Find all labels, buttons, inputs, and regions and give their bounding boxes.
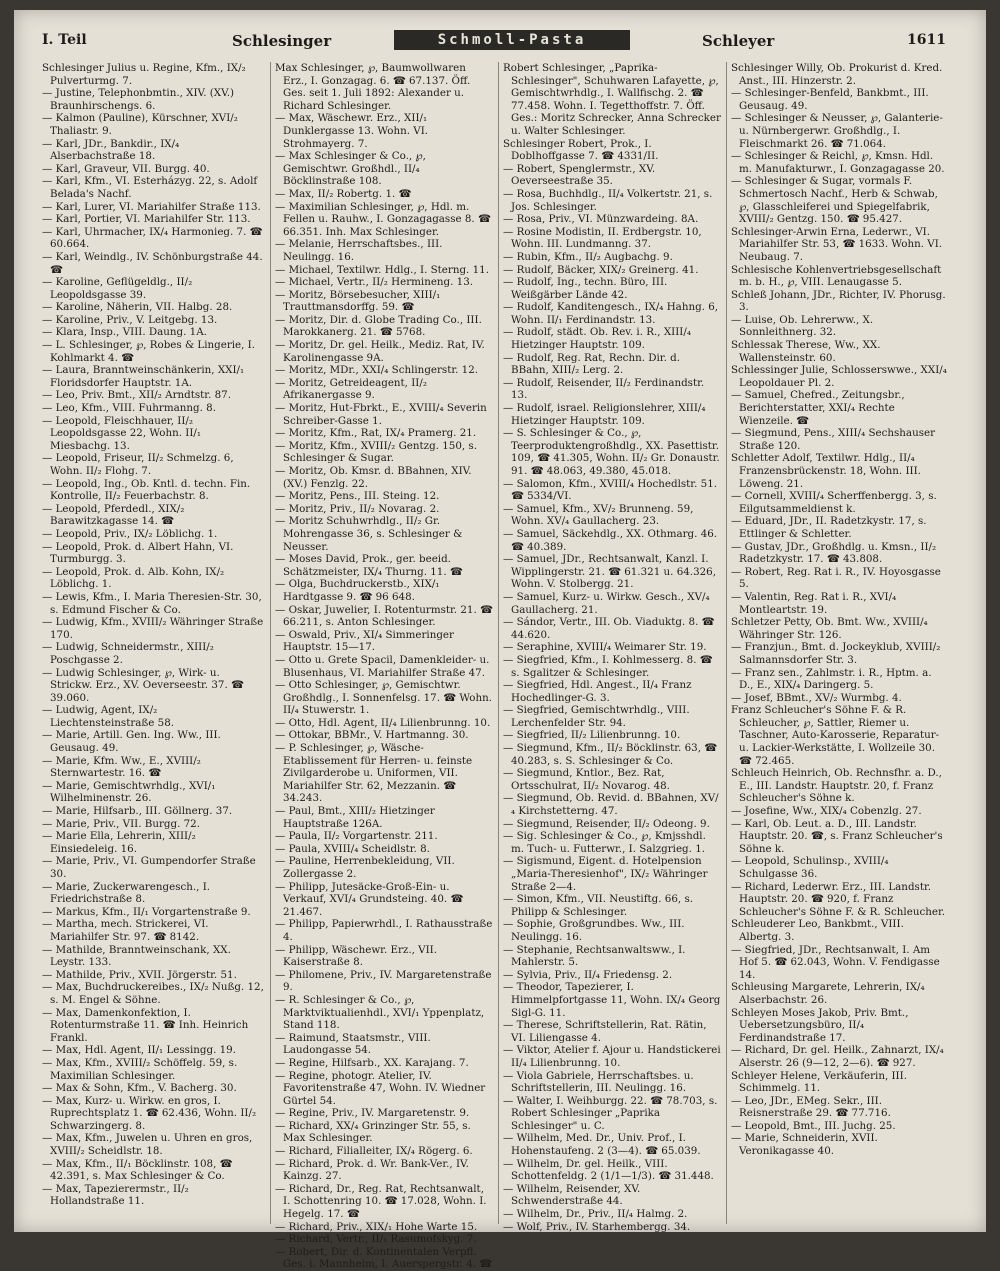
directory-entry: — Franz sen., Zahlmstr. i. R., Hptm. a. D., E., XIX/₄ Daringerg. 5. — [731, 666, 932, 692]
directory-entry: — Richard, Filialleiter, IX/₄ Rögerg. 6. — [275, 1145, 473, 1158]
directory-entry: — Klara, Insp., VIII. Daung. 1A. — [42, 326, 207, 339]
directory-entry: — Laura, Branntweinschänkerin, XXI/₁ Floridsdorfer Hauptstr. 1A. — [42, 364, 245, 389]
directory-entry: — Leopold, Friseur, II/₂ Schmelzg. 6, Wohn. II/₂ Flohg. 7. — [42, 452, 234, 477]
directory-entry: — Paul, Bmt., XIII/₂ Hietzinger Hauptstraße 126A. — [275, 805, 435, 830]
directory-entry: — Karl, Ob. Leut. a. D., III. Landstr. Hauptstr. 20. ☎, s. Franz Schleucher's Söhne k. — [731, 817, 943, 855]
directory-entry: — Salomon, Kfm., XVIII/₄ Hochedlstr. 51. ☎ 5334/VI. — [503, 477, 718, 503]
directory-entry: — Max & Sohn, Kfm., V. Bacherg. 30. — [42, 1082, 237, 1095]
directory-entry: — Siegmund, Ob. Revid. d. BBahnen, XV/₄ Kirchstetterng. 47. — [503, 792, 719, 818]
column-2 — [270, 62, 493, 1271]
directory-entry: — Siegfried, Hdl. Angest., II/₄ Franz Hochedlinger-G. 3. — [503, 679, 692, 704]
page-header — [42, 32, 946, 60]
directory-entry: — Moritz, Dr. gel. Heilk., Mediz. Rat, IV. Karolinengasse 9A. — [275, 339, 485, 364]
directory-entry: — Samuel, Chefred., Zeitungsbr., Berichterstatter, XXI/₄ Rechte Wienzeile. ☎ — [731, 389, 905, 427]
directory-entry: Schlessinger Julie, Schlosserswwe., XXI/₄ Leopoldauer Pl. 2. — [731, 364, 947, 389]
directory-entry: — Sophie, Großgrundbes. Ww., III. Neulingg. 16. — [503, 918, 685, 943]
directory-entry: — Gustav, JDr., Großhdlg. u. Kmsn., II/₂ Radetzkystr. 17. ☎ 43.808. — [731, 540, 937, 566]
directory-entry: Schlesinger-Arwin Erna, Lederwr., VI. Mariahilfer Str. 53, ☎ 1633. Wohn. VI. Neubaug. 7. — [731, 225, 943, 263]
directory-entry: — Moritz Schuhwrhdlg., II/₂ Gr. Mohrengasse 36, s. Schlesinger & Neusser. — [275, 515, 463, 553]
directory-entry: — Ludwig, Agent, IX/₂ Liechtensteinstraße 58. — [42, 704, 175, 729]
directory-entry: — Rudolf, Kanditengesch., IX/₄ Hahng. 6, Wohn. II/₁ Ferdinandstr. 13. — [503, 301, 719, 326]
directory-entry: — Max, Buchdruckereibes., IX/₂ Nußg. 12, s. M. Engel & Söhne. — [42, 981, 264, 1006]
directory-entry: — Justine, Telephonbmtin., XIV. (XV.) Braunhirschengs. 6. — [42, 87, 235, 112]
directory-entry: — Otto, Hdl. Agent, II/₄ Lilienbrunng. 10. — [275, 716, 491, 729]
directory-entry: Schletzer Petty, Ob. Bmt. Ww., XVIII/₄ Währinger Str. 126. — [731, 616, 928, 641]
directory-entry: — Sándor, Vertr., III. Ob. Viaduktg. 8. ☎ 44.620. — [503, 616, 715, 641]
directory-entry: — Karl, Kfm., VI. Esterházyg. 22, s. Adolf Belada's Nachf. — [42, 175, 258, 200]
directory-entry: Schleuderer Leo, Bankbmt., VIII. Albertg. 3. — [731, 918, 904, 943]
directory-entry: — Regine, Hilfsarb., XX. Karajang. 7. — [275, 1056, 469, 1069]
column-3 — [498, 62, 721, 1233]
directory-entry: Schletter Adolf, Textilwr. Hdlg., II/₄ Franzensbrückenstr. 18, Wohn. III. Löweng. 21. — [731, 452, 921, 490]
directory-entry: — Wilhelm, Reisender, XV. Schwenderstraße 44. — [503, 1182, 641, 1208]
directory-entry: Schleuch Heinrich, Ob. Rechnsfhr. a. D., E., III. Landstr. Hauptstr. 20, f. Franz Schleucher's Söhne k. — [731, 767, 942, 805]
directory-entry: — Rudolf, Bäcker, XIX/₂ Greinerg. 41. — [503, 263, 699, 276]
directory-entry: — Philomene, Priv., IV. Margaretenstraße 9. — [275, 968, 492, 994]
directory-entry: — Samuel, Kurz- u. Wirkw. Gesch., XV/₄ Gaullacherg. 21. — [503, 590, 710, 616]
directory-entry: — Samuel, Säckehdlg., XX. Othmarg. 46. ☎ 40.389. — [503, 527, 718, 553]
directory-entry: — Mathilde, Branntweinschank, XX. Leystr. 133. — [42, 943, 231, 969]
directory-entry: — Luise, Ob. Lehrerww., X. Sonnleithnerg. 32. — [731, 313, 874, 339]
directory-entry: — Schlesinger & Neusser, ℘, Galanterie- u. Nürnbergerwr. Großhdlg., I. Fleischmarkt 26. ☎ 71.064. — [731, 112, 943, 150]
directory-entry: — Marie, Zuckerwarengesch., I. Friedrichstraße 8. — [42, 880, 211, 906]
directory-entry: Schleß Johann, JDr., Richter, IV. Phorusg. 3. — [731, 288, 946, 314]
directory-entry: — Siegfried, JDr., Rechtsanwalt, I. Am Hof 5. ☎ 62.043, Wohn. V. Fendigasse 14. — [731, 943, 940, 981]
directory-entry: — Paula, XVIII/₄ Scheidlstr. 8. — [275, 842, 430, 855]
directory-entry: — Moritz, MDr., XXI/₄ Schlingerstr. 12. — [275, 364, 479, 377]
directory-entry: — Marie, Priv., VI. Gumpendorfer Straße 30. — [42, 855, 256, 880]
directory-entry: — Leopold, Bmt., III. Juchg. 25. — [731, 1119, 896, 1132]
directory-entry: — P. Schlesinger, ℘, Wäsche-Etablissement für Herren- u. feinste Zivilgarderobe u. Uniformen, VII. Mariahilfer Str. 62, Mezzanin. ☎ 34.243. — [275, 742, 473, 805]
directory-entry: — Leopold, Fleischhauer, II/₂ Leopoldsgasse 22, Wohn. II/₁ Miesbachg. 13. — [42, 414, 202, 452]
directory-entry: — Paula, II/₂ Vorgartenstr. 211. — [275, 830, 438, 843]
section-label: I. Teil — [42, 32, 87, 48]
directory-entry: — Sigismund, Eigent. d. Hotelpension „Maria-Theresienhof", IX/₂ Währinger Straße 2—4. — [503, 855, 708, 893]
directory-entry: — Philipp, Wäschewr. Erz., VII. Kaiserstraße 8. — [275, 943, 438, 969]
directory-entry: — Oswald, Priv., XI/₄ Simmeringer Hauptstr. 15—17. — [275, 628, 454, 654]
directory-entry: — Rudolf, Reg. Rat, Rechn. Dir. d. BBahn, XIII/₂ Lerg. 2. — [503, 351, 680, 377]
directory-entry: — Wilhelm, Dr. gel. Heilk., VIII. Schottenfeldg. 2 (1/1—1/3). ☎ 31.448. — [503, 1157, 714, 1183]
directory-entry: — Leopold, Pferdedl., XIX/₂ Barawitzkagasse 14. ☎ — [42, 502, 185, 528]
directory-entry: — Regine, photogr. Atelier, IV. Favoritenstraße 47, Wohn. IV. Wiedner Gürtel 54. — [275, 1069, 486, 1107]
directory-entry: — Wilhelm, Dr., Priv., II/₄ Halmg. 2. — [503, 1208, 688, 1221]
directory-entry: — Robert, Spenglermstr., XV. Oeverseestraße 35. — [503, 162, 656, 188]
directory-entry: — Therese, Schriftstellerin, Rat. Rätin, VI. Liliengasse 4. — [503, 1019, 707, 1044]
directory-entry: Schlesische Kohlenvertriebsgesellschaft m. b. H., ℘, VIII. Lenaugasse 5. — [731, 263, 942, 289]
directory-entry: — Richard, Lederwr. Erz., III. Landstr. Hauptstr. 20. ☎ 920, f. Franz Schleucher's Söhne F. & R. Schleucher. — [731, 880, 946, 918]
column-1 — [42, 62, 264, 1224]
directory-entry: — Philipp, Jutesäcke-Groß-Ein- u. Verkauf, XVI/₄ Grundsteing. 40. ☎ 21.467. — [275, 880, 464, 918]
directory-entry: Schleyer Helene, Verkäuferin, III. Schimmelg. 11. — [731, 1069, 907, 1095]
directory-entry: Max Schlesinger, ℘, Baumwollwaren Erz., I. Gonzagag. 6. ☎ 67.137. Öff. Ges. seit 1. Juli 1892: Alexander u. Richard Schlesinger. — [275, 62, 471, 112]
entry-columns — [42, 62, 947, 1271]
directory-entry: — Stephanie, Rechtsanwaltsww., I. Mahlerstr. 5. — [503, 943, 686, 969]
directory-entry: — Rosa, Priv., VI. Münzwardeing. 8A. — [503, 213, 699, 226]
directory-entry: Robert Schlesinger, „Paprika-Schlesinger", Schuhwaren Lafayette, ℘, Gemischtwrhdlg., I. Wallfischg. 2. ☎ 77.458. Wohn. I. Tegetthoffstr. 7. Öff. Ges.: Moritz Schrecker, Anna Schrecker u. Walter Schlesinger. — [503, 62, 721, 137]
directory-entry: — Josef, BBmt., XV/₂ Wurmbg. 4. — [731, 691, 902, 704]
directory-entry: — S. Schlesinger & Co., ℘, Teerproduktengroßhdlg., XX. Pasettistr. 109, ☎ 41.305, Wohn. II/₂ Gr. Donaustr. 91. ☎ 48.063, 49.380, 45.018. — [503, 427, 720, 477]
directory-entry: — Martha, mech. Strickerei, VI. Mariahilfer Str. 97. ☎ 8142. — [42, 918, 209, 943]
directory-entry: — Mathilde, Priv., XVII. Jörgerstr. 51. — [42, 968, 237, 981]
directory-entry: — Max, Kfm., II/₁ Böcklinstr. 108, ☎ 42.391, s. Max Schlesinger & Co. — [42, 1157, 233, 1183]
directory-entry: — Simon, Kfm., VII. Neustiftg. 66, s. Philipp & Schlesinger. — [503, 893, 694, 918]
directory-entry: — Leo, Priv. Bmt., XII/₂ Arndtstr. 87. — [42, 389, 232, 402]
directory-entry: — Melanie, Herrschaftsbes., III. Neulingg. 16. — [275, 238, 443, 263]
directory-entry: — Marie Ella, Lehrerin, XIII/₂ Einsiedeleig. 16. — [42, 830, 196, 855]
directory-entry: — Marie, Priv., VII. Burgg. 72. — [42, 817, 201, 830]
directory-entry: — Rosine Modistin, II. Erdbergstr. 10, Wohn. III. Lundmanng. 37. — [503, 225, 702, 251]
directory-entry: — Otto u. Grete Spacil, Damenkleider- u. Blusenhaus, VI. Mariahilfer Straße 47. — [275, 653, 490, 679]
directory-entry: — Schlesinger-Benfeld, Bankbmt., III. Geusaug. 49. — [731, 87, 929, 112]
directory-entry: — Maximilian Schlesinger, ℘, Hdl. m. Fellen u. Rauhw., I. Gonzagagasse 8. ☎ 66.351. Inh. Max Schlesinger. — [275, 200, 491, 238]
column-4 — [726, 62, 949, 1224]
directory-entry: — Karl, Lurer, VI. Mariahilfer Straße 113. — [42, 200, 261, 213]
directory-entry: — Oskar, Juwelier, I. Rotenturmstr. 21. ☎ 66.211, s. Anton Schlesinger. — [275, 603, 493, 629]
directory-entry: — Siegmund, Kntlor., Bez. Rat, Ortsschulrat, II/₂ Novarog. 48. — [503, 767, 670, 792]
directory-entry: — Michael, Textilwr. Hdlg., I. Sterng. 11. — [275, 263, 489, 276]
directory-entry: — Markus, Kfm., II/₁ Vorgartenstraße 9. — [42, 905, 251, 918]
directory-entry: — Cornell, XVIII/₄ Scherffenbergg. 3, s. Eilgutsammeldienst k. — [731, 490, 937, 515]
page-number: 1611 — [907, 32, 946, 48]
directory-entry: — Richard, Prok. d. Wr. Bank-Ver., IV. Kainzg. 27. — [275, 1157, 469, 1183]
directory-entry: — Ludwig Schlesinger, ℘, Wirk- u. Strickw. Erz., XV. Oeverseestr. 37. ☎ 39.060. — [42, 666, 244, 704]
directory-entry: — Moritz, Kfm., XVIII/₂ Gentzg. 150, s. Schlesinger & Sugar. — [275, 439, 477, 465]
directory-entry: — Sylvia, Priv., II/₄ Friedensg. 2. — [503, 968, 673, 981]
directory-entry: — Karoline, Näherin, VII. Halbg. 28. — [42, 301, 233, 314]
directory-entry: — Marie, Gemischtwrhdlg., XVI/₁ Wilhelminenstr. 26. — [42, 779, 216, 805]
directory-entry: — Richard, XX/₄ Grinzinger Str. 55, s. Max Schlesinger. — [275, 1119, 471, 1145]
directory-entry: — Josefine, Ww., XIX/₄ Cobenzlg. 27. — [731, 805, 922, 818]
directory-entry: — Kalmon (Pauline), Kürschner, XVI/₂ Thaliastr. 9. — [42, 112, 238, 137]
directory-entry: — Moses David, Prok., ger. beeid. Schätzmeister, IX/₄ Thurng. 11. ☎ — [275, 553, 463, 578]
directory-entry: — Otto Schlesinger, ℘, Gemischtwr. Großhdlg., I. Sonnenfelsg. 17. ☎ Wohn. II/₄ Stuwerstr. 1. — [275, 679, 492, 717]
directory-entry: — Max, Kfm., XVIII/₂ Schöffelg. 59, s. Maximilian Schlesinger. — [42, 1056, 238, 1082]
directory-entry: — Moritz, Börsebesucher, XIII/₁ Trauttmansdorffg. 59. ☎ — [275, 288, 441, 314]
directory-entry: — Robert, Dir. d. Kontinentalen Verpfl. Ges. i. Mannheim, I. Auerspergstr. 4. ☎ — [275, 1245, 493, 1271]
directory-entry: — Rudolf, Reisender, II/₂ Ferdinandstr. 13. — [503, 376, 705, 402]
directory-entry: — Ottokar, BBMr., V. Hartmanng. 30. — [275, 729, 469, 742]
header-surname-left: Schlesinger — [232, 32, 332, 50]
directory-entry: — Karl, JDr., Bankdir., IX/₄ Alserbachstraße 18. — [42, 137, 180, 163]
directory-entry: — Eduard, JDr., II. Radetzkystr. 17, s. Ettlinger & Schletter. — [731, 515, 927, 540]
directory-entry: — Olga, Buchdruckerstb., XIX/₁ Hardtgasse 9. ☎ 96 648. — [275, 578, 440, 603]
directory-entry: — Leo, Kfm., VIII. Fuhrmanng. 8. — [42, 402, 216, 415]
directory-entry: — Moritz, Pens., III. Steing. 12. — [275, 490, 440, 503]
directory-entry: — Seraphine, XVIII/₄ Weimarer Str. 19. — [503, 641, 707, 654]
directory-entry: — Max, Kfm., Juwelen u. Uhren en gros, XVIII/₂ Scheidlstr. 18. — [42, 1132, 253, 1158]
directory-entry: — Samuel, Kfm., XV/₂ Brunneng. 59, Wohn. XV/₄ Gaullacherg. 23. — [503, 502, 694, 528]
directory-entry: Schlesinger Julius u. Regine, Kfm., IX/₂ Pulverturmg. 7. — [42, 62, 246, 87]
directory-entry: — Moritz, Ob. Kmsr. d. BBahnen, XIV. (XV.) Fenzlg. 22. — [275, 465, 472, 490]
directory-entry: — Theodor, Tapezierer, I. Himmelpfortgasse 11, Wohn. IX/₄ Georg Sigl-G. 11. — [503, 981, 721, 1019]
directory-entry: — Karl, Graveur, VII. Burgg. 40. — [42, 162, 210, 175]
directory-entry: — Richard, Dr. gel. Heilk., Zahnarzt, IX/₄ Alserstr. 26 (9—12, 2—6). ☎ 927. — [731, 1044, 944, 1069]
directory-entry: — Max, Hdl. Agent, II/₁ Lessingg. 19. — [42, 1044, 236, 1057]
directory-entry: — Rudolf, israel. Religionslehrer, XIII/₄ Hietzinger Hauptstr. 109. — [503, 402, 706, 427]
directory-entry: — Wilhelm, Med. Dr., Univ. Prof., I. Hohenstaufeng. 2 (3—4). ☎ 65.039. — [503, 1132, 701, 1158]
directory-entry: — Marie, Schneiderin, XVII. Veronikagasse 40. — [731, 1132, 878, 1158]
directory-entry: — Leopold, Priv., IX/₂ Löblichg. 1. — [42, 527, 218, 540]
directory-entry: — Moritz, Dir. d. Globe Trading Co., III. Marokkanerg. 21. ☎ 5768. — [275, 313, 482, 339]
directory-entry: — Schlesinger & Sugar, vormals F. Schmertosch Nachf., Herb & Schwab, ℘, Glasschleiferei und Spiegelfabrik, XVIII/₂ Gentzg. 150. ☎ 95.427. — [731, 175, 938, 226]
directory-entry: — Siegmund, Reisender, II/₂ Odeong. 9. — [503, 817, 710, 830]
directory-entry: — Karl, Portier, VI. Mariahilfer Str. 113. — [42, 213, 251, 226]
directory-entry: — Karoline, Geflügeldlg., II/₂ Leopoldsgasse 39. — [42, 276, 193, 301]
directory-entry: — Regine, Priv., IV. Margaretenstr. 9. — [275, 1107, 470, 1120]
directory-entry: — Valentin, Reg. Rat i. R., XVI/₄ Montleartstr. 19. — [731, 590, 897, 616]
directory-entry: — Ludwig, Schneidermstr., XIII/₂ Poschgasse 2. — [42, 641, 214, 666]
directory-entry: — Karl, Weindlg., IV. Schönburgstraße 44. ☎ — [42, 250, 263, 276]
directory-entry: Schleusing Margarete, Lehrerin, IX/₄ Alserbachstr. 26. — [731, 981, 925, 1006]
directory-entry: — Karl, Uhrmacher, IX/₄ Harmonieg. 7. ☎ 60.664. — [42, 225, 263, 251]
directory-entry: — Max, Tapezierermstr., II/₂ Hollandstraße 11. — [42, 1182, 189, 1208]
directory-entry: — Leopold, Prok. d. Albert Hahn, VI. Turmburgg. 3. — [42, 540, 234, 566]
directory-entry: — Siegmund, Pens., XIII/₄ Sechshauser Straße 120. — [731, 427, 935, 452]
directory-entry: — Richard, Dr., Reg. Rat, Rechtsanwalt, I. Schottenring 10. ☎ 17.028, Wohn. I. Hegelg. 17. ☎ — [275, 1182, 487, 1221]
directory-entry: Schlesinger Willy, Ob. Prokurist d. Kred. Anst., III. Hinzerstr. 2. — [731, 62, 943, 87]
directory-entry: — Michael, Vertr., II/₂ Hermineng. 13. — [275, 276, 474, 289]
directory-entry: Schlesinger Robert, Prok., I. Doblhoffgasse 7. ☎ 4331/II. — [503, 137, 659, 163]
directory-entry: Franz Schleucher's Söhne F. & R. Schleucher, ℘, Sattler, Riemer u. Taschner, Auto-Karosserie, Reparatur- u. Lackier-Werkstätte, I. Wollzeile 30. ☎ 72.465. — [731, 704, 940, 767]
directory-entry: — Max Schlesinger & Co., ℘, Gemischtwr. Großhdl., II/₄ Böcklinstraße 108. — [275, 150, 426, 188]
directory-entry: — Richard, Priv., XIX/₁ Hohe Warte 15. — [275, 1220, 478, 1233]
directory-entry: — Raimund, Staatsmstr., VIII. Laudongasse 54. — [275, 1031, 431, 1057]
directory-entry: — R. Schlesinger & Co., ℘, Marktviktualienhdl., XVI/₁ Yppenplatz, Stand 118. — [275, 993, 485, 1032]
directory-entry: — Marie, Kfm. Ww., E., XVIII/₂ Sternwartestr. 16. ☎ — [42, 754, 201, 780]
directory-entry: — Samuel, JDr., Rechtsanwalt, Kanzl. I. Wipplingerstr. 21. ☎ 61.321 u. 64.326, Wohn. V. Stolbergg. 21. — [503, 553, 716, 591]
directory-entry: — Leopold, Schulinsp., XVIII/₄ Schulgasse 36. — [731, 855, 889, 880]
directory-entry: — Leo, JDr., EMeg. Sekr., III. Reisnerstraße 29. ☎ 77.716. — [731, 1094, 891, 1120]
directory-entry: — Siegmund, Kfm., II/₂ Böcklinstr. 63, ☎ 40.283, s. S. Schlesinger & Co. — [503, 742, 718, 767]
directory-entry: — Moritz, Hut-Fbrkt., E., XVIII/₄ Severin Schreiber-Gasse 1. — [275, 402, 487, 427]
directory-entry: — Wolf, Priv., IV. Starhembergg. 34. — [503, 1220, 691, 1233]
directory-entry: — Siegfried, Gemischtwrhdlg., VIII. Lerchenfelder Str. 94. — [503, 704, 690, 729]
directory-entry: — Pauline, Herrenbekleidung, VII. Zollergasse 2. — [275, 855, 455, 880]
directory-entry: — Leopold, Prok. d. Alb. Kohn, IX/₂ Löblichg. 1. — [42, 565, 225, 591]
directory-entry: — Viola Gabriele, Herrschaftsbes. u. Schriftstellerin, III. Neulingg. 16. — [503, 1069, 694, 1095]
directory-entry: — Franzjun., Bmt. d. Jockeyklub, XVIII/₂ Salmannsdorfer Str. 3. — [731, 641, 941, 666]
directory-entry: — L. Schlesinger, ℘, Robes & Lingerie, I. Kohlmarkt 4. ☎ — [42, 339, 256, 364]
directory-entry: — Siegfried, Kfm., I. Kohlmesserg. 8. ☎ s. Sgalitzer & Schlesinger. — [503, 653, 713, 679]
directory-page — [14, 10, 986, 1271]
directory-entry: — Viktor, Atelier f. Ajour u. Handstickerei II/₄ Lilienbrunng. 10. — [503, 1044, 721, 1069]
directory-entry: — Rudolf, städt. Ob. Rev. i. R., XIII/₄ Hietzinger Hauptstr. 109. — [503, 326, 691, 352]
directory-entry: — Marie, Artill. Gen. Ing. Ww., III. Geusaug. 49. — [42, 729, 221, 755]
directory-entry: — Walter, I. Weihburgg. 22. ☎ 78.703, s. Robert Schlesinger „Paprika Schlesinger" u. C. — [503, 1094, 718, 1132]
directory-entry: — Marie, Hilfsarb., III. Göllnerg. 37. — [42, 805, 233, 818]
advertisement-banner: Schmoll-Pasta — [394, 30, 630, 50]
directory-entry: — Moritz, Kfm., Rat, IX/₄ Pramerg. 21. — [275, 427, 477, 440]
directory-entry: — Sig. Schlesinger & Co., ℘, Kmjsshdl. m. Tuch- u. Futterwr., I. Salzgrieg. 1. — [503, 830, 706, 855]
directory-entry: — Leopold, Ing., Ob. Kntl. d. techn. Fin. Kontrolle, II/₂ Feuerbachstr. 8. — [42, 477, 251, 503]
directory-entry: — Robert, Reg. Rat i. R., IV. Hoyosgasse 5. — [731, 565, 941, 591]
directory-entry: — Richard, Vertr., II/₁ Rasumofskyg. 7. — [275, 1233, 477, 1246]
directory-entry: Schleyen Moses Jakob, Priv. Bmt., Uebersetzungsbüro, II/₄ Ferdinandstraße 17. — [731, 1006, 909, 1044]
directory-entry: — Lewis, Kfm., I. Maria Theresien-Str. 30, s. Edmund Fischer & Co. — [42, 590, 262, 616]
directory-entry: — Max, II/₂ Robertg. 1. ☎ — [275, 187, 412, 200]
directory-entry: — Philipp, Papierwrhdl., I. Rathausstraße 4. — [275, 918, 493, 943]
directory-entry: — Max, Wäschewr. Erz., XII/₁ Dunklergasse 13. Wohn. VI. Strohmayerg. 7. — [275, 112, 429, 150]
directory-entry: — Moritz, Priv., II/₂ Novarag. 2. — [275, 502, 440, 515]
directory-entry: — Ludwig, Kfm., XVIII/₂ Währinger Straße 170. — [42, 616, 264, 641]
directory-entry: — Rubin, Kfm., II/₂ Augbachg. 9. — [503, 250, 673, 263]
directory-entry: — Karoline, Priv., V. Leitgebg. 13. — [42, 313, 218, 326]
directory-entry: — Rosa, Buchhdlg., II/₄ Volkertstr. 21, s. Jos. Schlesinger. — [503, 187, 713, 213]
directory-entry: — Moritz, Getreideagent, II/₂ Afrikanergasse 9. — [275, 376, 427, 402]
directory-entry: — Rudolf, Ing., techn. Büro, III. Weißgärber Lände 42. — [503, 276, 668, 301]
header-surname-right: Schleyer — [702, 32, 775, 50]
directory-entry: — Siegfried, II/₂ Lilienbrunng. 10. — [503, 729, 681, 742]
directory-entry: Schlessak Therese, Ww., XX. Wallensteinstr. 60. — [731, 339, 881, 364]
directory-entry: — Max, Kurz- u. Wirkw. en gros, I. Ruprechtsplatz 1. ☎ 62.436, Wohn. II/₂ Schwarzingerg. 8. — [42, 1094, 257, 1132]
directory-entry: — Max, Damenkonfektion, I. Rotenturmstraße 11. ☎ Inh. Heinrich Frankl. — [42, 1006, 249, 1044]
directory-entry: — Schlesinger & Reichl, ℘, Kmsn. Hdl. m. Manufakturwr., I. Gonzagagasse 20. — [731, 150, 945, 175]
